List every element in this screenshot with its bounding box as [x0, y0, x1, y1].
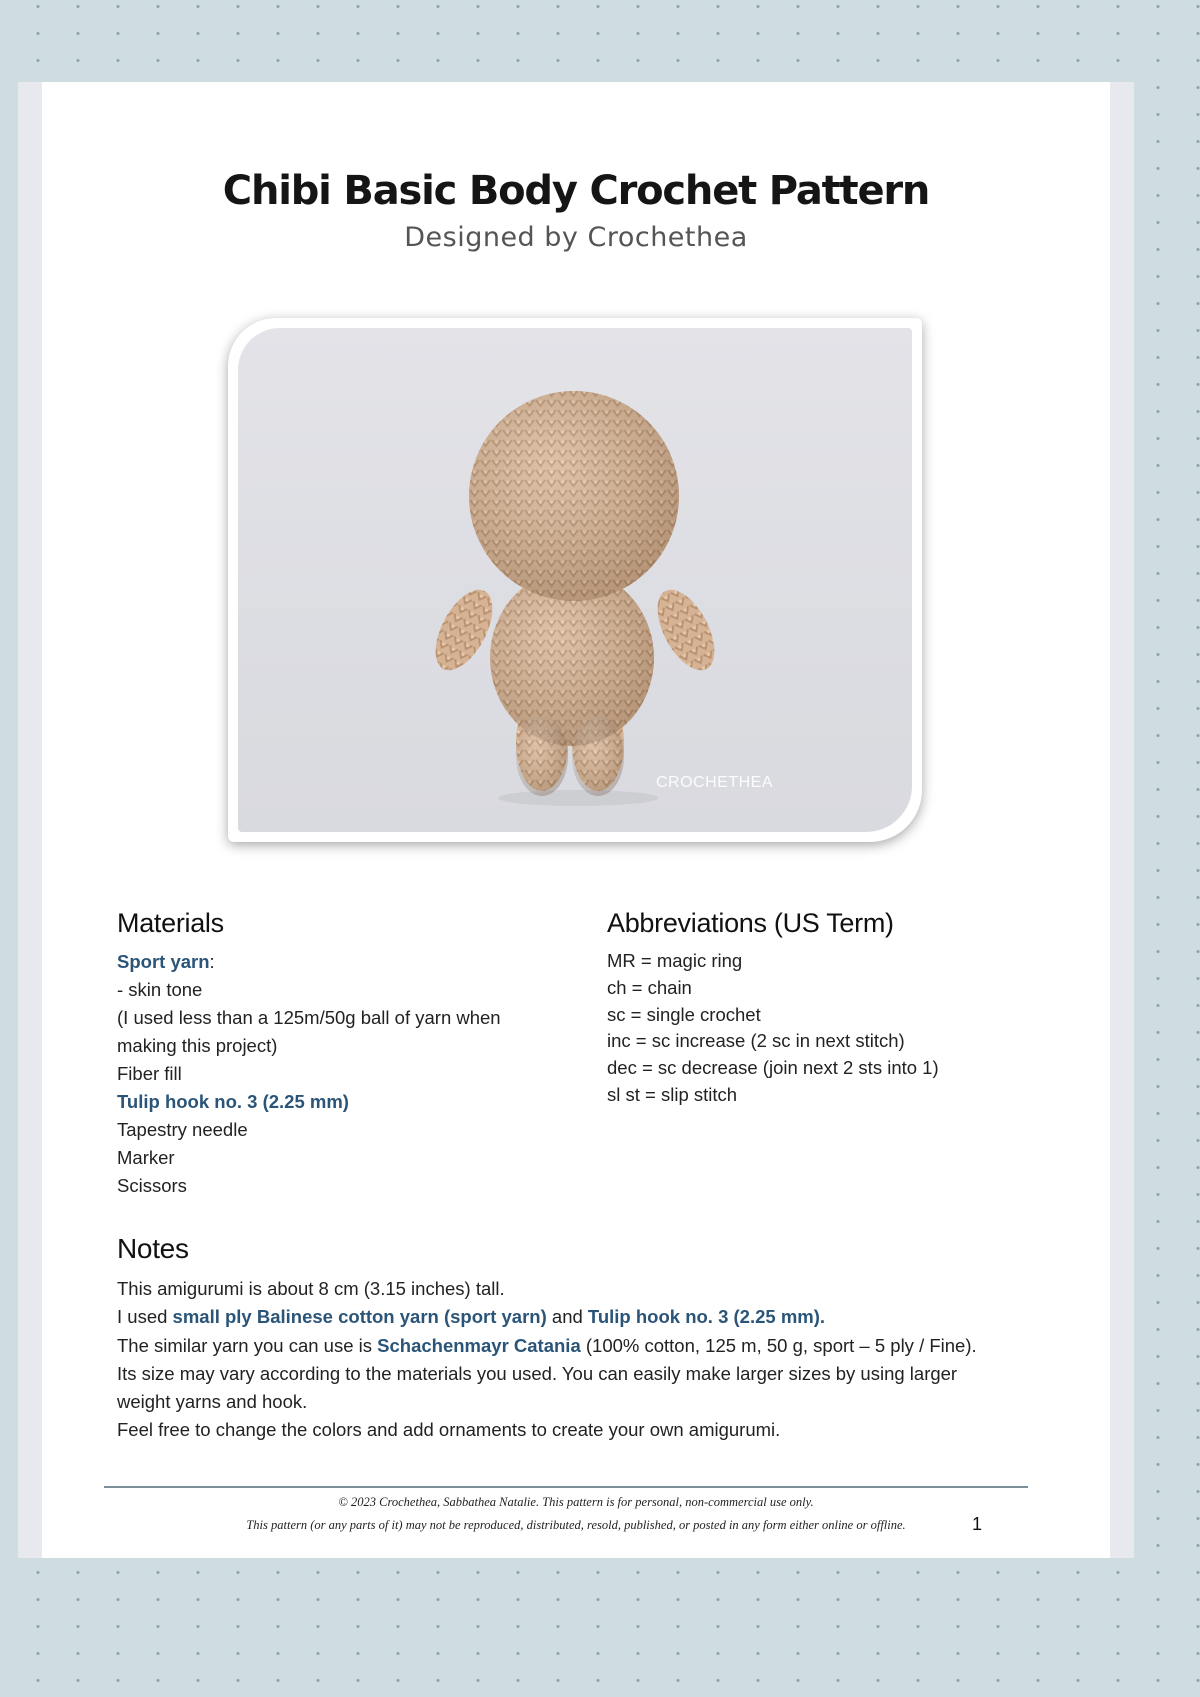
- amigurumi-photo: [238, 328, 912, 832]
- notes-line: This amigurumi is about 8 cm (3.15 inches) tall.: [117, 1278, 505, 1299]
- list-item: ch = chain: [607, 976, 692, 998]
- notes-body: [117, 1275, 977, 1445]
- list-item: sl st = slip stitch: [607, 1083, 738, 1105]
- footer-divider: [104, 1486, 1028, 1488]
- list-item: Marker: [117, 1147, 175, 1168]
- list-item: making this project): [117, 1035, 278, 1056]
- materials-list: [117, 948, 501, 1200]
- similar-yarn-highlight: Schachenmayr Catania: [377, 1334, 581, 1356]
- page-title: Chibi Basic Body Crochet Pattern: [222, 168, 930, 214]
- yarn-highlight: small ply Balinese cotton yarn (sport yarn): [172, 1306, 547, 1328]
- list-item: Tapestry needle: [117, 1119, 248, 1140]
- hook-item: Tulip hook no. 3 (2.25 mm): [117, 1091, 349, 1112]
- materials-heading: Materials: [117, 908, 224, 938]
- footer-rights: This pattern (or any parts of it) may not be reproduced, distributed, resold, published, or posted in any form either online or offline.: [246, 1518, 906, 1532]
- amigurumi-illustration: [238, 328, 912, 832]
- list-item: sc = single crochet: [607, 1003, 761, 1025]
- abbreviations-list: [607, 948, 939, 1109]
- notes-line: weight yarns and hook.: [117, 1391, 308, 1413]
- notes-line: The similar yarn you can use is Schachenmayr Catania (100% cotton, 125 m, 50 g, sport – 5 ply / Fine).: [117, 1334, 977, 1356]
- photo-watermark: CROCHETHEA: [656, 774, 774, 791]
- page-number: 1: [972, 1514, 983, 1534]
- sport-yarn-label: Sport yarn: [117, 951, 210, 972]
- page-subtitle: Designed by Crochethea: [404, 222, 748, 253]
- notes-line: Feel free to change the colors and add ornaments to create your own amigurumi.: [117, 1419, 781, 1441]
- abbreviations-heading: Abbreviations (US Term): [607, 908, 894, 938]
- notes-line: Its size may vary according to the materials you used. You can easily make larger sizes by using larger: [117, 1362, 958, 1384]
- hook-highlight: Tulip hook no. 3 (2.25 mm): [587, 1306, 820, 1328]
- notes-heading: Notes: [117, 1233, 189, 1264]
- photo-frame: [228, 318, 922, 842]
- list-item: dec = sc decrease (join next 2 sts into 1): [607, 1057, 939, 1079]
- list-item: (I used less than a 125m/50g ball of yarn when: [117, 1007, 501, 1028]
- list-item: inc = sc increase (2 sc in next stitch): [607, 1030, 905, 1052]
- list-item: - skin tone: [117, 979, 203, 1000]
- footer-copyright: © 2023 Crochethea, Sabbathea Natalie. This pattern is for personal, non-commercial use only.: [338, 1495, 814, 1509]
- list-item: Scissors: [117, 1175, 187, 1196]
- notes-line: I used small ply Balinese cotton yarn (sport yarn) and Tulip hook no. 3 (2.25 mm).: [117, 1306, 826, 1328]
- list-item: Fiber fill: [117, 1063, 182, 1084]
- list-item: MR = magic ring: [607, 950, 743, 971]
- list-item: Sport yarn:: [117, 951, 215, 972]
